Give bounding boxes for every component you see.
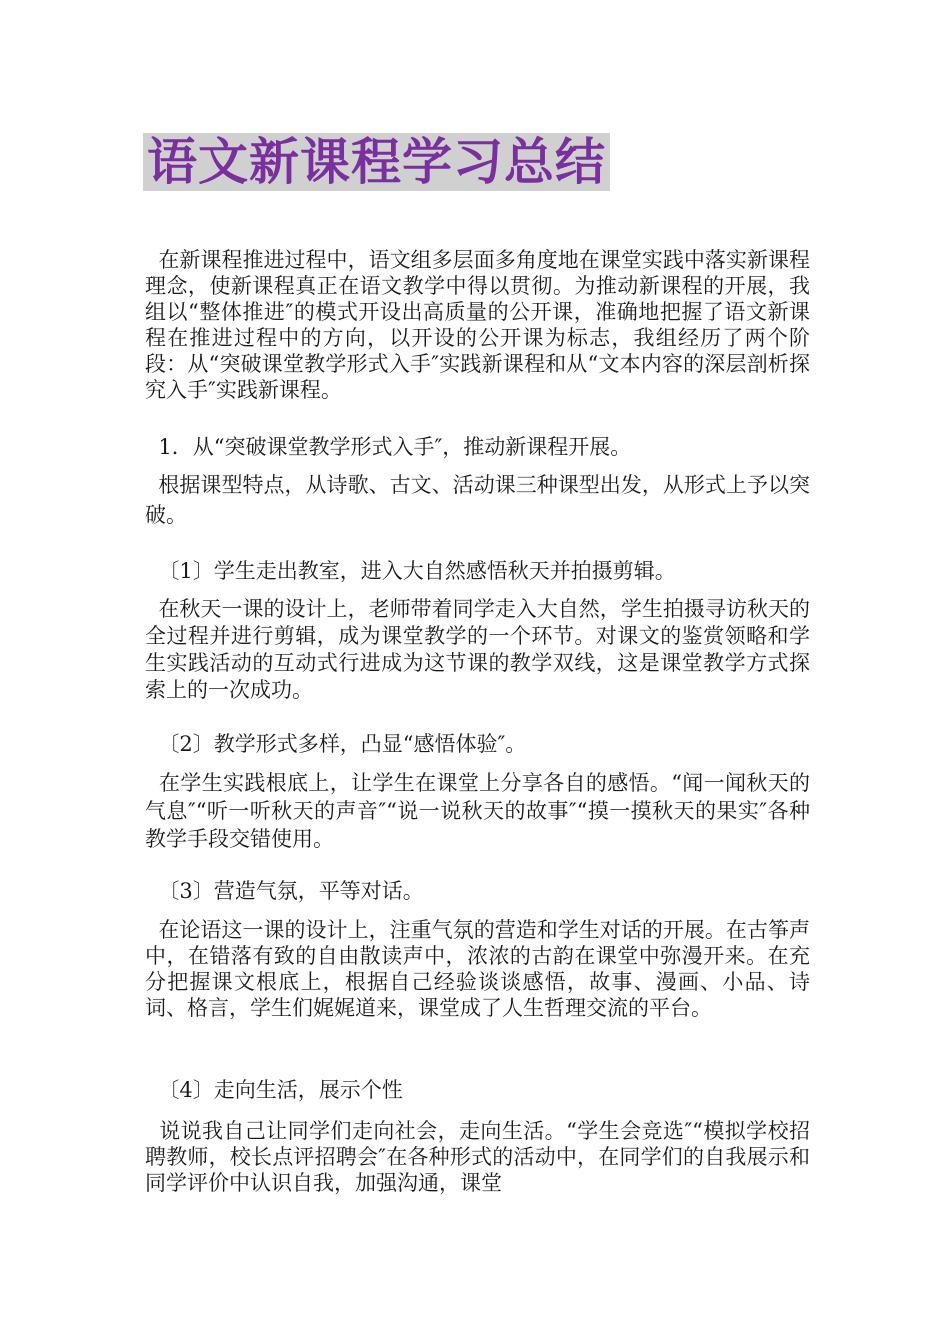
item1-heading-block [145,558,810,584]
item2-heading-block [145,731,810,757]
section1-body: 根据课型特点，从诗歌、古文、活动课三种课型出发，从形式上予以突破。 [145,473,810,527]
item1-heading: 〔1〕学生走出教室，进入大自然感悟秋天并拍摄剪辑。 [145,559,676,583]
intro-paragraph: 在新课程推进过程中，语文组多层面多角度地在课堂实践中落实新课程理念，使新课程真正在语文教学中得以贯彻。为推动新课程的开展，我组以“整体推进″的模式开设出高质量的公开课，准确地把握了语文新课程在推进过程中的方向，以开设的公开课为标志，我组经历了两个阶段：从“突破课堂教学形式入手″实践新课程和从“文本内容的深层剖析探究入手″实践新课程。 [145,248,810,402]
item3-heading: 〔3〕营造气氛，平等对话。 [145,879,424,903]
item4-heading-block [145,1077,810,1103]
item2-body: 在学生实践根底上，让学生在课堂上分享各自的感悟。“闻一闻秋天的气息″“听一听秋天的声音″“说一说秋天的故事″“摸一摸秋天的果实″各种教学手段交错使用。 [145,771,811,851]
section1-heading: 1．从“突破课堂教学形式入手″，推动新课程开展。 [145,435,632,459]
item2-heading: 〔2〕教学形式多样，凸显“感悟体验″。 [145,732,527,756]
item3-body-block [145,917,810,1021]
title-highlight [143,133,610,191]
item4-heading: 〔4〕走向生活，展示个性 [145,1078,403,1102]
item2-body-block [145,769,810,853]
item3-heading-block [145,878,810,904]
item4-body-block [145,1118,810,1196]
section1-body-block [145,470,810,530]
item4-body: 说说我自己让同学们走向社会，走向生活。“学生会竞选″“模拟学校招聘教师，校长点评招聘会″在各种形式的活动中，在同学们的自我展示和同学评价中认识自我，加强沟通，课堂 [145,1119,810,1195]
item1-body-block [145,596,810,704]
section1-heading-block [145,434,810,460]
intro-block [145,247,810,403]
item3-body: 在论语这一课的设计上，注重气氛的营造和学生对话的开展。在古筝声中，在错落有致的自由散读声中，浓浓的古韵在课堂中弥漫开来。在充分把握课文根底上，根据自己经验谈谈感悟，故事、漫画、小品、诗词、格言，学生们娓娓道来，课堂成了人生哲理交流的平台。 [145,918,810,1020]
document-title: 语文新课程学习总结 [147,133,606,191]
item1-body: 在秋天一课的设计上，老师带着同学走入大自然，学生拍摄寻访秋天的全过程并进行剪辑，成为课堂教学的一个环节。对课文的鉴赏领略和学生实践活动的互动式行进成为这节课的教学双线，这是课堂教学方式探索上的一次成功。 [145,597,810,702]
